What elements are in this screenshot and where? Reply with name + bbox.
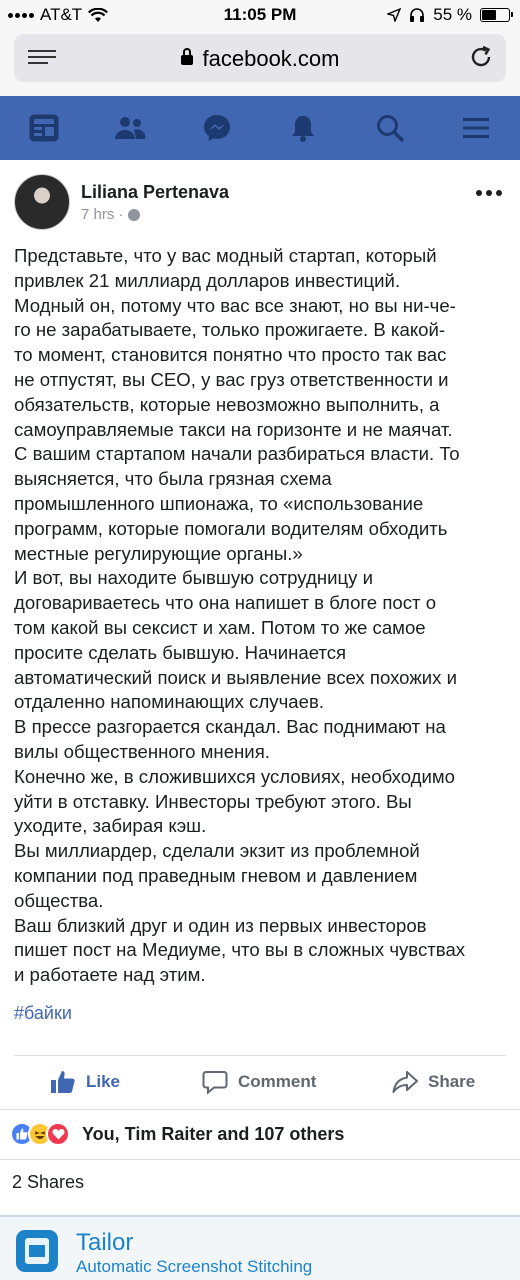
address-bar[interactable] <box>14 34 506 82</box>
post-text-line: привлек 21 миллиард долларов инвестиций. <box>14 269 401 291</box>
divider <box>14 1055 506 1056</box>
post-text-line: выясняется, что была грязная схема <box>14 468 332 490</box>
post-text-line: Вы миллиардер, сделали экзит из проблемной <box>14 840 420 862</box>
battery-percent: 55 % <box>433 5 472 24</box>
post-text-line: Модный он, потому что вас все знают, но вы ни-че- <box>14 294 456 316</box>
url-text: facebook.com <box>202 46 340 71</box>
post-text-line: и работаете над этим. <box>14 964 206 986</box>
battery-icon <box>480 8 510 22</box>
hashtag-link[interactable]: #байки <box>14 1003 72 1023</box>
location-arrow-icon <box>387 8 401 22</box>
globe-icon <box>128 209 140 221</box>
tailor-subtitle: Automatic Screenshot Stitching <box>76 1257 313 1276</box>
clock: 11:05 PM <box>223 5 297 24</box>
tailor-app-name: Tailor <box>76 1229 134 1256</box>
post-text <box>14 244 508 988</box>
post-text-line: пишет пост на Медиуме, что вы в сложных чувствах <box>14 939 466 961</box>
share-label: Share <box>428 1072 476 1091</box>
tailor-banner <box>0 1215 520 1280</box>
post-text-line: том какой вы сексист и хам. Потом то же самое <box>14 616 426 638</box>
divider <box>0 1109 520 1110</box>
post-text-line: отдаленно напоминающих случаев. <box>14 691 325 713</box>
battery-fill <box>482 10 496 20</box>
post-text-line: С вашим стартапом начали разбираться власти. То <box>14 443 460 465</box>
post-header <box>0 172 520 242</box>
comment-button[interactable] <box>202 1069 316 1095</box>
reaction-icons <box>10 1122 64 1146</box>
friends-icon[interactable] <box>112 110 148 146</box>
post-text-line: местные регулирующие органы.» <box>14 542 303 564</box>
author-avatar[interactable] <box>14 174 70 230</box>
share-button[interactable] <box>392 1069 475 1095</box>
post-actions <box>0 1057 520 1109</box>
comment-label: Comment <box>238 1072 317 1091</box>
post-text-line: компании под праведным гневом и давлением <box>14 864 418 886</box>
post-text-line: не отпустят, вы CEO, у вас груз ответственности и <box>14 368 449 390</box>
like-label: Like <box>86 1072 121 1091</box>
post-text-line: промышленного шпионажа, то «использование <box>14 492 424 514</box>
post-text-line: программ, которые помогали водителям обходить <box>14 517 448 539</box>
facebook-nav-bar <box>0 96 520 160</box>
divider <box>0 1159 520 1160</box>
post-meta <box>81 206 140 223</box>
status-bar <box>0 0 520 30</box>
tailor-app-icon <box>16 1230 58 1272</box>
reactions-summary[interactable] <box>10 1122 344 1146</box>
lock-icon <box>181 55 193 65</box>
notifications-icon[interactable] <box>285 110 321 146</box>
share-icon <box>392 1069 418 1095</box>
menu-icon[interactable] <box>458 110 494 146</box>
reload-icon[interactable] <box>468 44 494 70</box>
reactions-label: You, Tim Raiter and 107 others <box>82 1123 345 1144</box>
post-text-line: уходите, забирая кэш. <box>14 815 207 837</box>
post-text-line: И вот, вы находите бывшую сотрудницу и <box>14 567 373 589</box>
post-text-line: самоуправляемые такси на горизонте и не маячат. <box>14 418 453 440</box>
post-text-line: вилы общественного мнения. <box>14 740 270 762</box>
like-button[interactable] <box>50 1069 120 1095</box>
post-text-line: го не зарабатываете, только прожигаете. В какой- <box>14 319 446 341</box>
post-text-line: уйти в отставку. Инвесторы требуют этого. Вы <box>14 790 412 812</box>
post-text-line: общества. <box>14 889 104 911</box>
more-options-icon[interactable] <box>476 190 502 196</box>
headphones-icon <box>409 7 425 23</box>
post-text-line: Ваш близкий друг и один из первых инвесторов <box>14 914 427 936</box>
post-text-line: автоматический поиск и выявление всех похожих и <box>14 666 457 688</box>
thumbs-up-icon <box>50 1069 76 1095</box>
post-text-line: Представьте, что у вас модный стартап, который <box>14 245 437 266</box>
carrier-label: AT&T <box>40 5 83 24</box>
post-time[interactable]: 7 hrs · <box>81 206 124 223</box>
post-text-line: Конечно же, в сложившихся условиях, необходимо <box>14 765 456 787</box>
status-right-group <box>387 5 510 25</box>
shares-count[interactable]: 2 Shares <box>12 1172 85 1192</box>
post-text-line: договариваетесь что она напишет в блоге пост о <box>14 592 437 614</box>
post-text-line: то момент, становится понятно что просто так вас <box>14 344 447 366</box>
news-feed-icon[interactable] <box>26 110 62 146</box>
love-reaction-icon <box>46 1122 70 1146</box>
browser-toolbar <box>0 30 520 96</box>
comment-icon <box>202 1069 228 1095</box>
author-name[interactable]: Liliana Pertenava <box>81 182 230 202</box>
post-text-line: обязательств, которые невозможно выполнить, а <box>14 393 440 415</box>
post-text-line: В прессе разгорается скандал. Вас поднимают на <box>14 716 446 738</box>
search-icon[interactable] <box>372 110 408 146</box>
url-display[interactable] <box>14 46 506 72</box>
post-text-line: просите сделать бывшую. Начинается <box>14 641 347 663</box>
messenger-icon[interactable] <box>199 110 235 146</box>
